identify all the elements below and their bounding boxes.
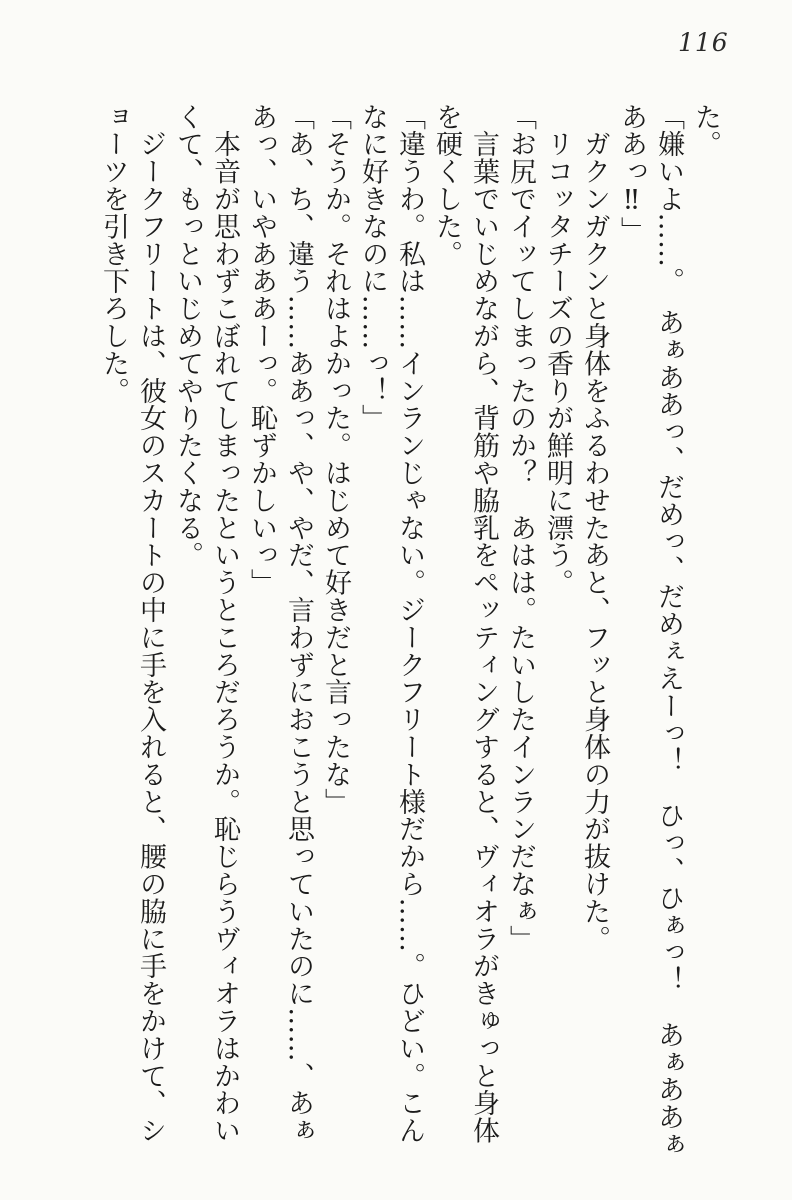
text-line: 「あ、ち、違う……ああっ、や、やだ、言わずにおこうと思っていたのに……、あぁ — [283, 103, 314, 1145]
text-line: あっ、いやあああーっ。恥ずかしいっ」 — [246, 103, 277, 597]
text-line: 「違うわ。私は……インランじゃない。ジークフリート様だから……。ひどい。こん — [394, 103, 425, 1145]
text-line: ああっ‼」 — [616, 103, 647, 244]
text-line: ョーツを引き下ろした。 — [98, 103, 129, 405]
text-line: なに好きなのに……っ！」 — [357, 103, 388, 432]
text-line: くて、もっといじめてやりたくなる。 — [172, 103, 203, 569]
text-line: 「嫌いよ……。 あぁああっ、だめっ、だめぇえーっ！ ひっ、ひぁっ！ あぁああぁ — [653, 103, 684, 1159]
text-line: ジークフリートは、彼女のスカートの中に手を入れると、腰の脇に手をかけて、シ — [135, 103, 166, 1145]
text-line: 本音が思わずこぼれてしまったというところだろうか。恥じらうヴィオラはかわい — [209, 103, 240, 1145]
text-line: を硬くした。 — [431, 103, 462, 268]
vertical-text-block — [95, 103, 724, 1195]
page-number: 116 — [678, 28, 729, 57]
text-line: た。 — [690, 103, 721, 158]
text-line: 「お尻でイッてしまったのか？ あはは。たいしたインランだなぁ」 — [505, 103, 536, 953]
text-line: 言葉でいじめながら、背筋や脇乳をペッティングすると、ヴィオラがきゅっと身体 — [468, 103, 499, 1145]
text-line: ガクンガクンと身体をふるわせたあと、フッと身体の力が抜けた。 — [579, 103, 610, 953]
text-line: リコッタチーズの香りが鮮明に漂う。 — [542, 103, 573, 597]
text-line: 「そうか。それはよかった。はじめて好きだと言ったな」 — [320, 103, 351, 816]
